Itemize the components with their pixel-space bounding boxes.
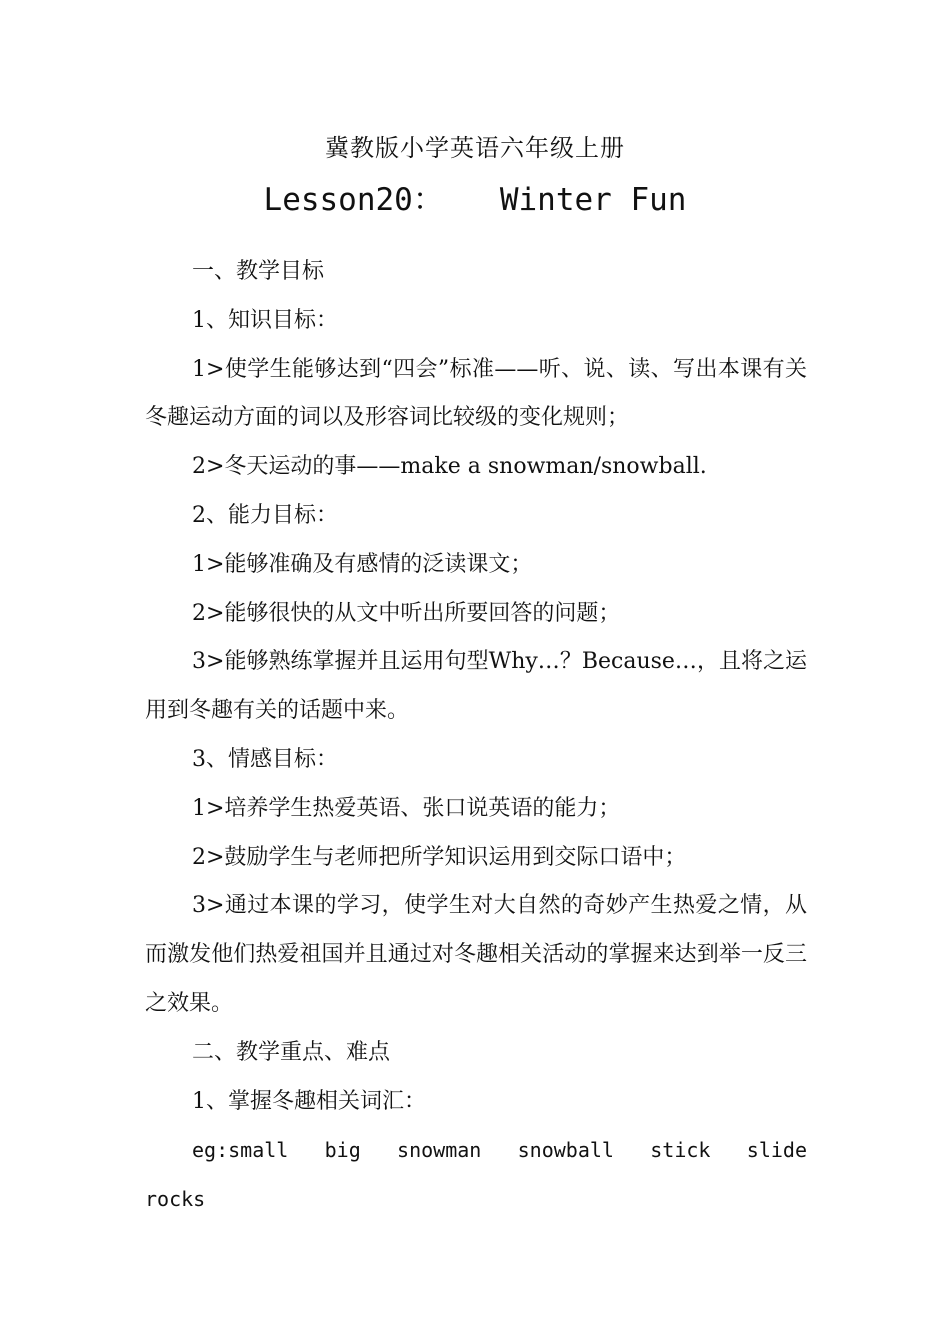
section-heading-key-points: 二、教学重点、难点 bbox=[192, 1039, 391, 1065]
paragraph-ability-2: 2>能够很快的从文中听出所要回答的问题； bbox=[192, 600, 621, 626]
paragraph-knowledge-1: 1>使学生能够达到“四会”标准——听、说、读、写出本课有关冬趣运动方面的词以及形容词比较级的变化规则； bbox=[145, 356, 807, 431]
vocab-word: stick bbox=[650, 1138, 711, 1163]
paragraph-knowledge-2: 2>冬天运动的事——make a snowman/snowball. bbox=[192, 454, 707, 480]
vocabulary-word-list bbox=[145, 1126, 807, 1175]
subheading-emotion-goals: 3、情感目标： bbox=[192, 746, 338, 772]
vocab-word: big bbox=[324, 1138, 361, 1163]
vocab-word: snowman bbox=[397, 1138, 482, 1163]
document-body bbox=[145, 248, 807, 1224]
document-subtitle: 冀教版小学英语六年级上册 bbox=[325, 134, 625, 162]
paragraph-ability-1: 1>能够准确及有感情的泛读课文； bbox=[192, 551, 533, 577]
subheading-knowledge-goals: 1、知识目标： bbox=[192, 307, 338, 333]
vocab-word: eg:small bbox=[192, 1138, 289, 1163]
paragraph-emotion-2: 2>鼓励学生与老师把所学知识运用到交际口语中； bbox=[192, 844, 687, 870]
subheading-vocabulary: 1、掌握冬趣相关词汇： bbox=[192, 1088, 426, 1114]
document-title: Lesson20： Winter Fun bbox=[263, 182, 687, 218]
vocab-word-tail: rocks bbox=[145, 1187, 206, 1212]
paragraph-emotion-3: 3>通过本课的学习，使学生对大自然的奇妙产生热爱之情，从而激发他们热爱祖国并且通过对冬趣相关活动的掌握来达到举一反三之效果。 bbox=[145, 893, 807, 1016]
subheading-ability-goals: 2、能力目标： bbox=[192, 502, 338, 528]
vocab-word: slide bbox=[746, 1138, 807, 1163]
paragraph-emotion-1: 1>培养学生热爱英语、张口说英语的能力； bbox=[192, 795, 621, 821]
paragraph-ability-3: 3>能够熟练掌握并且运用句型Why…？Because…，且将之运用到冬趣有关的话题中来。 bbox=[145, 649, 807, 724]
vocab-word: snowball bbox=[517, 1138, 614, 1163]
section-heading-objectives: 一、教学目标 bbox=[192, 259, 325, 284]
